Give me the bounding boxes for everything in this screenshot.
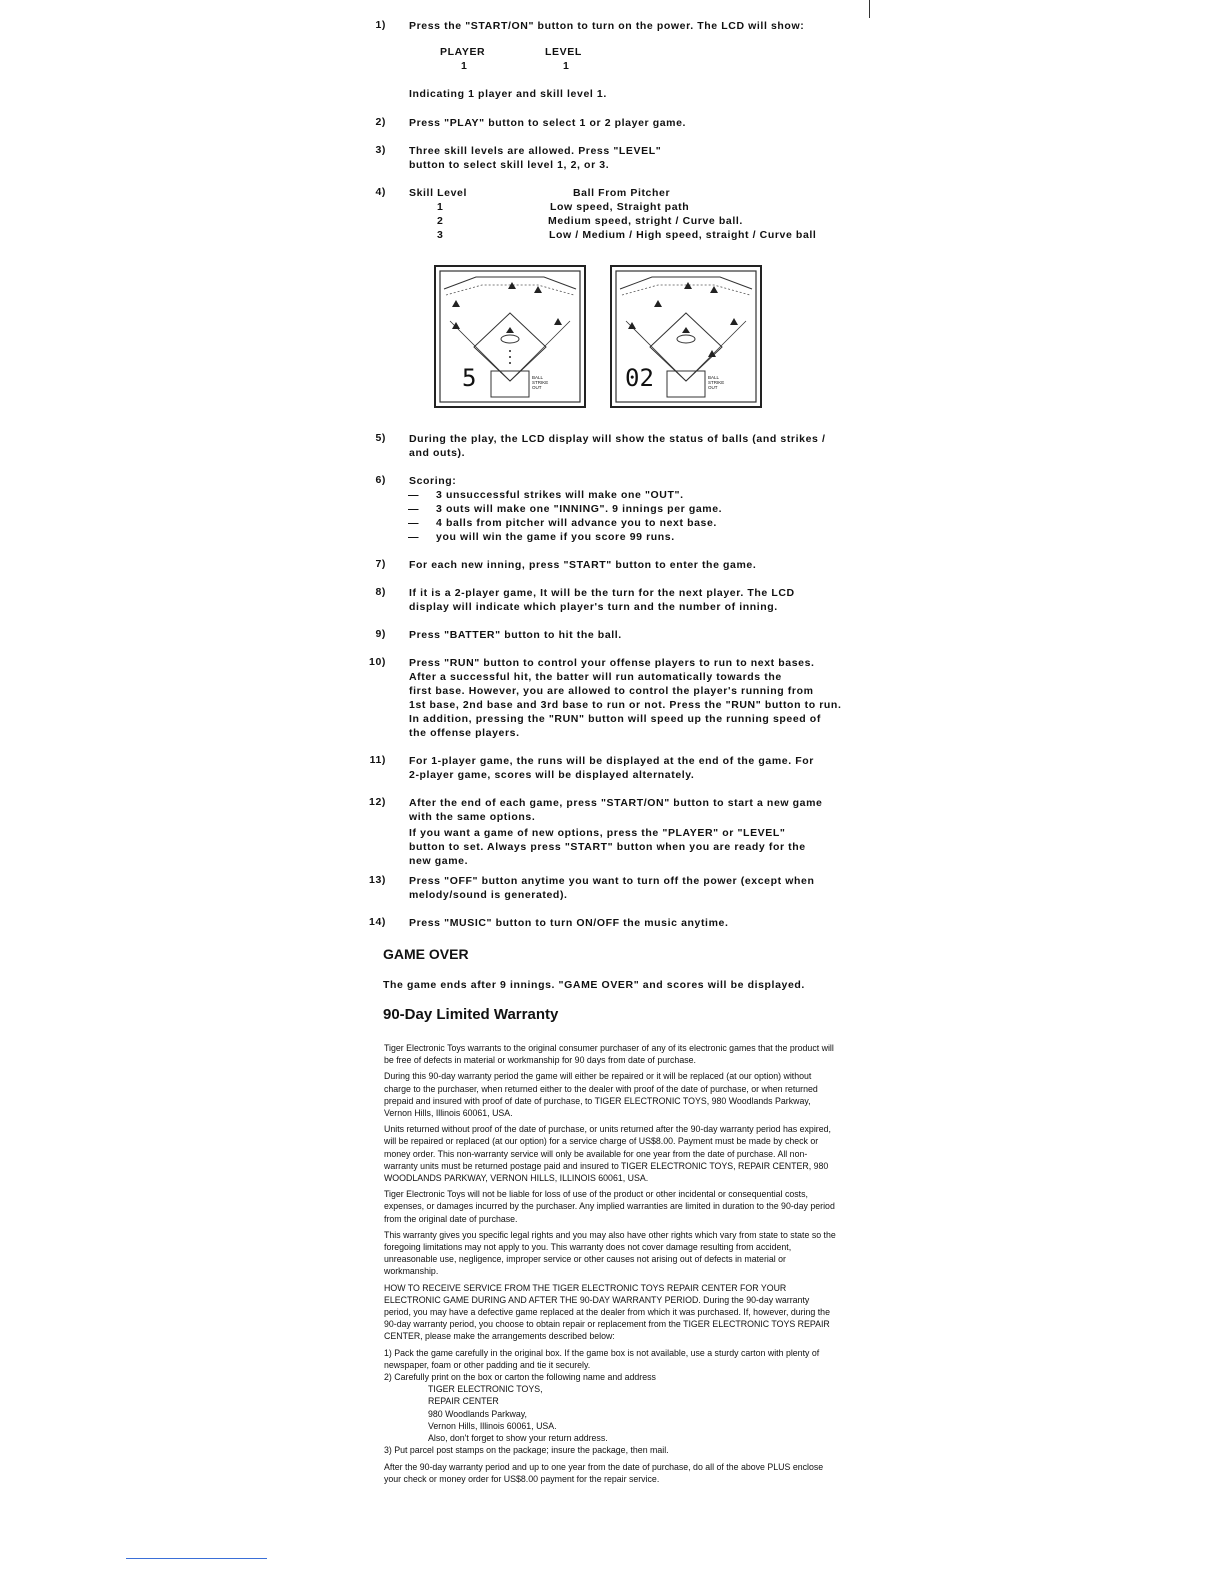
step-5 — [375, 432, 842, 460]
lcd-screen-illustration-1 — [434, 265, 586, 408]
scoring-bullet — [408, 488, 842, 502]
level-value: 1 — [563, 60, 570, 72]
skill-table-row — [409, 200, 822, 214]
step-text-line: During the play, the LCD display will show the status of balls (and strikes / — [409, 433, 826, 445]
scoring-bullet — [408, 502, 842, 516]
step-text-line: After a successful hit, the batter will run automatically towards the — [409, 671, 782, 683]
warranty-paragraph: After the 90-day warranty period and up to one year from the date of purchase, do all of the above PLUS enclose your check or money order for US$8.00 payment for the repair service. — [384, 1461, 824, 1484]
address-line: Also, don't forget to show your return address. — [428, 1433, 608, 1444]
step-number: 11) — [369, 754, 386, 766]
step-number: 6) — [375, 474, 386, 486]
step-number: 10) — [369, 656, 386, 668]
ball-desc: Low speed, Straight path — [550, 201, 690, 213]
skill-table-row — [409, 228, 822, 242]
step-text-line: 1st base, 2nd base and 3rd base to run or not. Press the "RUN" button to run. — [409, 699, 842, 711]
step-text: Press "PLAY" button to select 1 or 2 player game. — [409, 117, 687, 129]
lcd-digits: 5 — [462, 364, 477, 392]
scoring-bullet-text: you will win the game if you score 99 runs. — [436, 531, 675, 543]
step-text: Press the "START/ON" button to turn on the power. The LCD will show: — [409, 20, 805, 32]
player-value: 1 — [461, 60, 468, 72]
step-text-line: 2-player game, scores will be displayed alternately. — [409, 769, 695, 781]
skill-level-value: 3 — [437, 229, 444, 241]
service-step: 2) Carefully print on the box or carton the following name and address — [384, 1372, 656, 1383]
warranty-body — [384, 1042, 836, 1489]
step-text-line: new game. — [409, 855, 469, 867]
step-text-line: Press "RUN" button to control your offense players to run to next bases. — [409, 657, 815, 669]
address-line: REPAIR CENTER — [428, 1396, 499, 1407]
step-number: 2) — [375, 116, 386, 128]
lcd-screen-illustration-2 — [610, 265, 762, 408]
step-text-line: with the same options. — [409, 811, 536, 823]
step-3 — [375, 144, 842, 172]
step-9 — [375, 628, 842, 642]
scoring-bullet — [408, 516, 842, 530]
warranty-paragraph: Units returned without proof of the date of purchase, or units returned after the 90-day warranty period has expired, will be repaired or replaced (at our option) for a service charge of US$8.00. Payment must be made by check or money order. This non-warranty service will only be available for one year from the date of purchase. All non-warranty units must be returned postage paid and insured to TIGER ELECTRONIC TOYS, REPAIR CENTER, 980 WOODLANDS PARKWAY, VERNON HILLS, ILLINOIS 60061, USA. — [384, 1124, 831, 1184]
scoring-bullet-text: 3 outs will make one "INNING". 9 innings per game. — [436, 503, 723, 515]
step-number: 4) — [375, 186, 386, 198]
step-text: Press "BATTER" button to hit the ball. — [409, 629, 622, 641]
skill-level-header: Skill Level — [409, 187, 467, 199]
step-text-line: button to set. Always press "START" button when you are ready for the — [409, 841, 806, 853]
warranty-paragraph: HOW TO RECEIVE SERVICE FROM THE TIGER ELECTRONIC TOYS REPAIR CENTER FOR YOUR ELECTRONIC GAME DURING AND AFTER THE 90-DAY WARRANTY PERIOD. During the 90-day warranty period, you may have a defective game replaced at the dealer from which it was purchased. If, however, during the 90-day warranty period, you choose to obtain repair or replacement from the TIGER ELECTRONIC TOYS REPAIR CENTER, please make the arrangements described below: — [384, 1282, 830, 1342]
step-12 — [369, 796, 842, 868]
lcd-digits: 02 — [625, 364, 654, 392]
skill-level-value: 1 — [437, 201, 444, 213]
scoring-bullet-text: 4 balls from pitcher will advance you to next base. — [436, 517, 717, 529]
step-text-line: first base. However, you are allowed to control the player's running from — [409, 685, 814, 697]
service-step: 3) Put parcel post stamps on the package; insure the package, then mail. — [384, 1445, 669, 1456]
step-13 — [369, 874, 842, 902]
step-text-line: Three skill levels are allowed. Press "LEVEL" — [409, 145, 662, 157]
step-text-line: display will indicate which player's turn and the number of inning. — [409, 601, 778, 613]
dash: — — [408, 531, 420, 543]
step-text-line: and outs). — [409, 447, 466, 459]
scoring-title: Scoring: — [409, 475, 457, 487]
step-10 — [369, 656, 842, 740]
skill-level-value: 2 — [437, 215, 444, 227]
step-text-line: melody/sound is generated). — [409, 889, 568, 901]
address-line: TIGER ELECTRONIC TOYS, — [428, 1384, 543, 1395]
skill-table-header — [409, 186, 822, 200]
step-text-line: After the end of each game, press "START/ON" button to start a new game — [409, 797, 823, 809]
player-label: PLAYER — [440, 46, 486, 58]
step-2 — [375, 116, 842, 130]
step-8 — [375, 586, 842, 614]
step-number: 5) — [375, 432, 386, 444]
address-line: Vernon Hills, Illinois 60061, USA. — [428, 1420, 557, 1431]
step-text-line: the offense players. — [409, 727, 520, 739]
step-number: 12) — [369, 796, 386, 808]
step-4 — [375, 186, 822, 242]
baseball-field-drawing — [436, 267, 584, 406]
dash: — — [408, 489, 420, 501]
lcd-status-labels — [532, 375, 548, 390]
warranty-paragraph: Tiger Electronic Toys warrants to the original consumer purchaser of any of its electronic games that the product will be free of defects in material or workmanship for 90 days from date of purchase. — [384, 1043, 834, 1066]
scoring-bullet-text: 3 unsuccessful strikes will make one "OUT". — [436, 489, 684, 501]
game-over-heading: GAME OVER — [383, 946, 469, 962]
service-step: 1) Pack the game carefully in the original box. If the game box is not available, use a sturdy carton with plenty of newspaper, foam or other padding and tie it securely. — [384, 1347, 820, 1370]
strike-label: STRIKE — [708, 380, 725, 385]
step-text-line: In addition, pressing the "RUN" button will speed up the running speed of — [409, 713, 821, 725]
step-1 — [375, 19, 842, 33]
ball-label: BALL — [708, 375, 720, 380]
footnote-rule — [126, 1558, 267, 1559]
step-number: 7) — [375, 558, 386, 570]
margin-mark — [869, 0, 870, 18]
step-7 — [375, 558, 842, 572]
step-text-line: For 1-player game, the runs will be displayed at the end of the game. For — [409, 755, 814, 767]
step-14 — [369, 916, 842, 930]
game-over-text: The game ends after 9 innings. "GAME OVER" and scores will be displayed. — [383, 979, 805, 991]
strike-label: STRIKE — [532, 380, 549, 385]
out-label: OUT — [532, 385, 542, 390]
dash: — — [408, 517, 420, 529]
step-text-line: button to select skill level 1, 2, or 3. — [409, 159, 610, 171]
level-label: LEVEL — [545, 46, 582, 58]
address-line: 980 Woodlands Parkway, — [428, 1408, 527, 1419]
step-text-line: If it is a 2-player game, It will be the turn for the next player. The LCD — [409, 587, 795, 599]
indicating-text: Indicating 1 player and skill level 1. — [409, 88, 607, 100]
step-number: 14) — [369, 916, 386, 928]
step-text: For each new inning, press "START" button to enter the game. — [409, 559, 757, 571]
warranty-paragraph: This warranty gives you specific legal rights and you may also have other rights which vary from state to state so the foregoing limitations may not apply to you. This warranty does not cover damage resulting from accident, unreasonable use, negligence, improper service or other causes not arising out of defects in material or workmanship. — [384, 1229, 836, 1277]
dash: — — [408, 503, 420, 515]
scoring-bullet — [408, 530, 842, 544]
step-text: Press "MUSIC" button to turn ON/OFF the music anytime. — [409, 917, 729, 929]
step-number: 9) — [375, 628, 386, 640]
warranty-paragraph: During this 90-day warranty period the game will either be repaired or it will be replaced (at our option) without charge to the purchaser, when returned either to the dealer with proof of the date of purchase, or when returned prepaid and insured with proof of date of purchase, to TIGER ELECTRONIC TOYS, 980 Woodlands Parkway, Vernon Hills, Illinois 60061, USA. — [384, 1071, 818, 1119]
lcd-status-labels — [708, 375, 724, 390]
step-number: 1) — [375, 19, 386, 31]
skill-table-row — [409, 214, 822, 228]
ball-label: BALL — [532, 375, 544, 380]
repair-address — [384, 1383, 836, 1444]
out-label: OUT — [708, 385, 718, 390]
step-6 — [375, 474, 842, 544]
ball-desc: Medium speed, stright / Curve ball. — [548, 215, 743, 227]
warranty-paragraph: Tiger Electronic Toys will not be liable for loss of use of the product or other incidental or consequential costs, expenses, or damages incurred by the purchaser. Any implied warranties are limited in duration to the 90-day period from the original date of purchase. — [384, 1189, 835, 1224]
step-number: 13) — [369, 874, 386, 886]
warranty-heading: 90-Day Limited Warranty — [383, 1006, 559, 1023]
step-text-line: If you want a game of new options, press the "PLAYER" or "LEVEL" — [409, 827, 786, 839]
ball-header: Ball From Pitcher — [573, 187, 671, 199]
lcd-initial-display — [440, 46, 640, 76]
step-text-line: Press "OFF" button anytime you want to turn off the power (except when — [409, 875, 815, 887]
ball-desc: Low / Medium / High speed, straight / Curve ball — [549, 229, 817, 241]
step-11 — [369, 754, 842, 782]
step-number: 3) — [375, 144, 386, 156]
step-number: 8) — [375, 586, 386, 598]
